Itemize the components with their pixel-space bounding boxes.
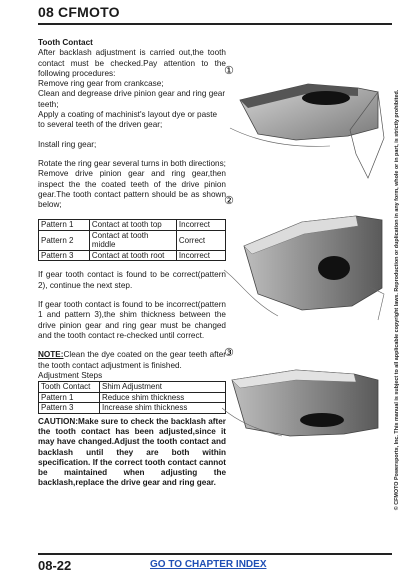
header-rule bbox=[38, 23, 392, 25]
step-2: Clean and degrease drive pinion gear and ring gear teeth; bbox=[38, 89, 226, 109]
chapter-header: 08 CFMOTO bbox=[38, 4, 120, 20]
table-row bbox=[39, 392, 226, 403]
table-cell: Contact at tooth top bbox=[89, 220, 176, 231]
table-row bbox=[39, 250, 226, 261]
table-cell: Shim Adjustment bbox=[100, 382, 226, 393]
table-cell: Incorrect bbox=[176, 220, 225, 231]
table-cell: Pattern 3 bbox=[39, 403, 100, 414]
figure-label-1: ① bbox=[224, 64, 234, 77]
table-row bbox=[39, 382, 226, 393]
table-cell: Pattern 2 bbox=[39, 230, 90, 250]
step-3: Apply a coating of machinist's layout dye or paste to several teeth of the driven gear; bbox=[38, 110, 218, 130]
copyright-notice bbox=[390, 80, 404, 520]
note-text: Clean the dye coated on the gear teeth after the tooth contact adjustment is finished. bbox=[38, 350, 226, 370]
table-cell: Pattern 1 bbox=[39, 220, 90, 231]
table-cell: Pattern 1 bbox=[39, 392, 100, 403]
caution-text: CAUTION:Make sure to check the backlash after the tooth contact has been adjusted,since it may have changed.Adjust the tooth contact and backlash until they are both within specification. If the correct tooth contact cannot be maintained when adjusting the backlash,replace the drive gear and ring gear. bbox=[38, 416, 226, 488]
correct-text: If gear tooth contact is found to be correct(pattern 2), continue the next step. bbox=[38, 270, 226, 290]
rotate-step: Rotate the ring gear several turns in both directions; bbox=[38, 158, 226, 168]
contact-patch-middle bbox=[318, 256, 350, 280]
figure-label-2: ② bbox=[224, 194, 234, 207]
section-title: Tooth Contact bbox=[38, 38, 93, 47]
incorrect-text: If gear tooth contact is found to be incorrect(pattern 1 and pattern 3),the shim thickness between the drive pinion gear and ring gear must be changed and the tooth contact re-checked until correct. bbox=[38, 300, 226, 340]
contact-patch-top bbox=[302, 91, 350, 105]
table-cell: Increase shim thickness bbox=[100, 403, 226, 414]
copyright-text: © CFMOTO Powersports, Inc. This manual is subject to all applicable copyright laws. Reproduction or duplication in any form, whole or in part, is strictly prohibited. bbox=[394, 89, 400, 511]
table-cell: Contact at tooth root bbox=[89, 250, 176, 261]
intro-text: After backlash adjustment is carried out,the tooth contact must be checked.Pay attention to the following procedures: bbox=[38, 48, 226, 78]
inspect-step: Remove drive pinion gear and ring gear,then inspect the the coated teeth of the drive pinion gear.The tooth contact pattern should be as shown below; bbox=[38, 169, 226, 210]
footer-rule bbox=[38, 553, 392, 555]
pattern-2-figure bbox=[224, 194, 384, 320]
shim-table bbox=[38, 381, 226, 414]
figure-label-3: ③ bbox=[224, 346, 234, 359]
pattern-3-figure bbox=[222, 346, 378, 436]
table-cell: Contact at tooth middle bbox=[89, 230, 176, 250]
note-label: NOTE: bbox=[38, 350, 64, 360]
page-number: 08-22 bbox=[38, 558, 72, 573]
table-cell: Reduce shim thickness bbox=[100, 392, 226, 403]
pattern-1-figure bbox=[224, 64, 384, 178]
adjustment-heading: Adjustment Steps bbox=[38, 370, 103, 380]
table-row bbox=[39, 220, 226, 231]
install-step: Install ring gear; bbox=[38, 139, 97, 149]
main-content bbox=[38, 38, 226, 489]
table-row bbox=[39, 403, 226, 414]
table-cell: Correct bbox=[176, 230, 225, 250]
step-1: Remove ring gear from crankcase; bbox=[38, 79, 164, 89]
contact-patch-root bbox=[300, 413, 344, 427]
pattern-table bbox=[38, 219, 226, 261]
chapter-index-link[interactable]: GO TO CHAPTER INDEX bbox=[150, 559, 267, 570]
table-row bbox=[39, 230, 226, 250]
table-cell: Tooth Contact bbox=[39, 382, 100, 393]
table-cell: Incorrect bbox=[176, 250, 225, 261]
tooth-contact-figures bbox=[218, 58, 390, 438]
note-paragraph bbox=[38, 350, 226, 371]
table-cell: Pattern 3 bbox=[39, 250, 90, 261]
